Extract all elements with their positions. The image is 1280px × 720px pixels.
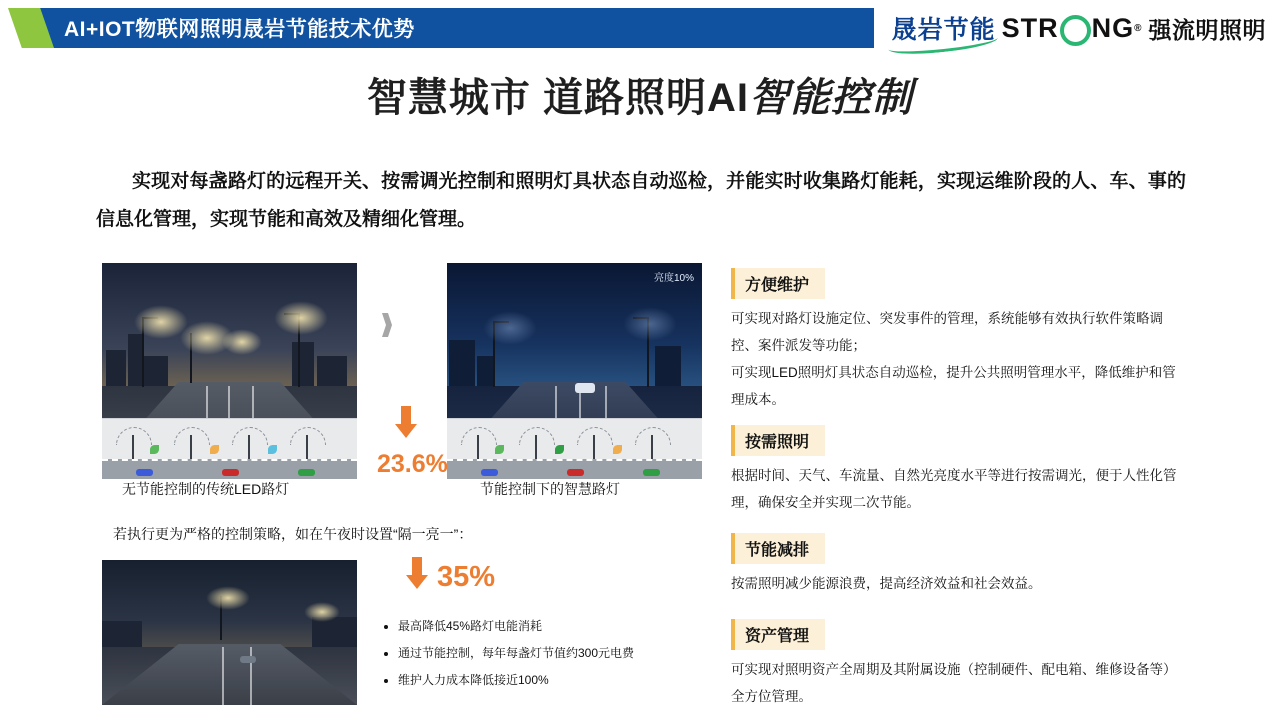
logo-brand-after: NG: [1091, 12, 1135, 43]
strip-pole: [593, 435, 595, 461]
photo-c-lane: [222, 647, 224, 705]
logo-brand: [1002, 13, 1143, 44]
leaf-icon: [495, 445, 504, 454]
photo-a-building: [128, 334, 142, 386]
leaf-icon: [613, 445, 622, 454]
light-cone-arc: [174, 427, 210, 445]
logo-chinese: [892, 10, 996, 46]
list-item: • 维护人力成本降低接近100%: [398, 667, 702, 694]
photo-c-building: [102, 621, 142, 647]
strip-pole: [132, 435, 134, 461]
transition-arrow-icon: [382, 313, 392, 337]
car-icon: [298, 469, 315, 476]
reduction-percent-2: 35%: [437, 561, 496, 593]
strategy-note: 若执行更为严格的控制策略，如在午夜时设置“隔一亮一”：: [113, 526, 473, 542]
car-icon: [643, 469, 660, 476]
light-cone-arc: [116, 427, 152, 445]
photo-b-building: [449, 340, 475, 386]
section-body: [731, 305, 1183, 413]
logo-area: [874, 6, 1266, 50]
icon-strip-left: [102, 418, 357, 479]
photo-a-building: [144, 356, 168, 386]
strip-pole: [190, 435, 192, 461]
page-title: [0, 66, 1280, 123]
leaf-icon: [210, 445, 219, 454]
photo-a-building: [106, 350, 126, 386]
photo-b-lamp-glow: [623, 307, 677, 341]
logo-chinese-text: 晟岩节能: [891, 16, 996, 44]
strip-pole: [651, 435, 653, 461]
reduction-percent-1: 23.6%: [377, 450, 448, 478]
intro-paragraph: 实现对每盏路灯的远程开关、按需调光控制和照明灯具状态自动巡检，并能实时收集路灯能耗，实现运维阶段的人、车、事的信息化管理，实现节能和高效及精细化管理。: [96, 171, 1186, 230]
section-title: 按需照明: [731, 425, 825, 456]
photo-midnight-street: [102, 560, 357, 705]
photo-c-lamp-glow: [206, 586, 250, 610]
car-icon: [567, 469, 584, 476]
brightness-label: 亮度10%: [653, 273, 694, 284]
section-body: [731, 570, 1183, 597]
section-paragraph: 按需照明减少能源浪费，提高经济效益和社会效益。: [731, 576, 1042, 591]
section-paragraph: 根据时间、天气、车流量、自然光亮度水平等进行按需调光，便于人性化管理，确保安全并实现二次节能。: [731, 468, 1177, 510]
section-asset-management: [731, 619, 1183, 710]
leaf-icon: [150, 445, 159, 454]
section-title: 方便维护: [731, 268, 825, 299]
light-cone-arc: [519, 427, 555, 445]
light-cone-arc: [232, 427, 268, 445]
section-paragraph: 可实现对照明资产全周期及其附属设施（控制硬件、配电箱、维修设备等）全方位管理。: [731, 662, 1177, 704]
logo-ring-icon: [1060, 15, 1091, 46]
strip-pole: [477, 435, 479, 461]
photo-caption-left: 无节能控制的传统LED路灯: [122, 481, 290, 497]
section-body: [731, 656, 1183, 710]
photo-b-car: [575, 383, 595, 393]
photo-c-car: [240, 656, 256, 663]
section-convenient-maintenance: [731, 268, 1183, 413]
photo-a-building: [292, 342, 314, 386]
logo-chinese-secondary: 强流明照明: [1148, 16, 1266, 43]
light-cone-arc: [290, 427, 326, 445]
section-on-demand-lighting: [731, 425, 1183, 516]
photo-b-building: [655, 346, 681, 386]
section-body: [731, 462, 1183, 516]
car-icon: [136, 469, 153, 476]
strip-pole: [535, 435, 537, 461]
icon-strip-right: [447, 418, 702, 479]
section-paragraph: 可实现对路灯设施定位、突发事件的管理，系统能够有效执行软件策略调控、案件派发等功能；: [731, 311, 1163, 353]
leaf-icon: [268, 445, 277, 454]
strip-pole: [306, 435, 308, 461]
header: [0, 0, 1280, 56]
photo-a-lamp-glow: [274, 301, 328, 335]
car-icon: [222, 469, 239, 476]
list-item: • 最高降低45%路灯电能消耗: [398, 613, 702, 640]
leaf-icon: [555, 445, 564, 454]
page-title-part1: 智慧城市 道路照明AI: [366, 76, 750, 120]
photo-b-lamp-glow: [483, 311, 537, 345]
photo-a-lamp-glow: [222, 329, 262, 355]
section-title: 资产管理: [731, 619, 825, 650]
reduction-arrow-icon-2: [406, 557, 428, 589]
reduction-arrow-icon-1: [395, 406, 417, 438]
logo-brand-before: STR: [1001, 12, 1059, 43]
light-cone-arc: [461, 427, 497, 445]
strip-pole: [248, 435, 250, 461]
light-cone-arc: [577, 427, 613, 445]
section-paragraph: 可实现LED照明灯具状态自动巡检，提升公共照明管理水平，降低维护和管理成本。: [731, 365, 1176, 407]
photo-caption-right: 节能控制下的智慧路灯: [480, 481, 620, 497]
header-title: AI+IOT物联网照明晟岩节能技术优势: [64, 18, 415, 41]
light-cone-arc: [635, 427, 671, 445]
page-title-part2: 智能控制: [749, 76, 914, 120]
list-item: • 通过节能控制，每年每盏灯节值约300元电费: [398, 640, 702, 667]
photo-a-building: [317, 356, 347, 386]
photo-c-lamp-glow: [304, 602, 340, 622]
section-energy-saving: [731, 533, 1183, 597]
benefit-bullet-list: [382, 613, 702, 694]
section-title: 节能减排: [731, 533, 825, 564]
car-icon: [481, 469, 498, 476]
logo-registered-mark: ®: [1134, 22, 1143, 34]
